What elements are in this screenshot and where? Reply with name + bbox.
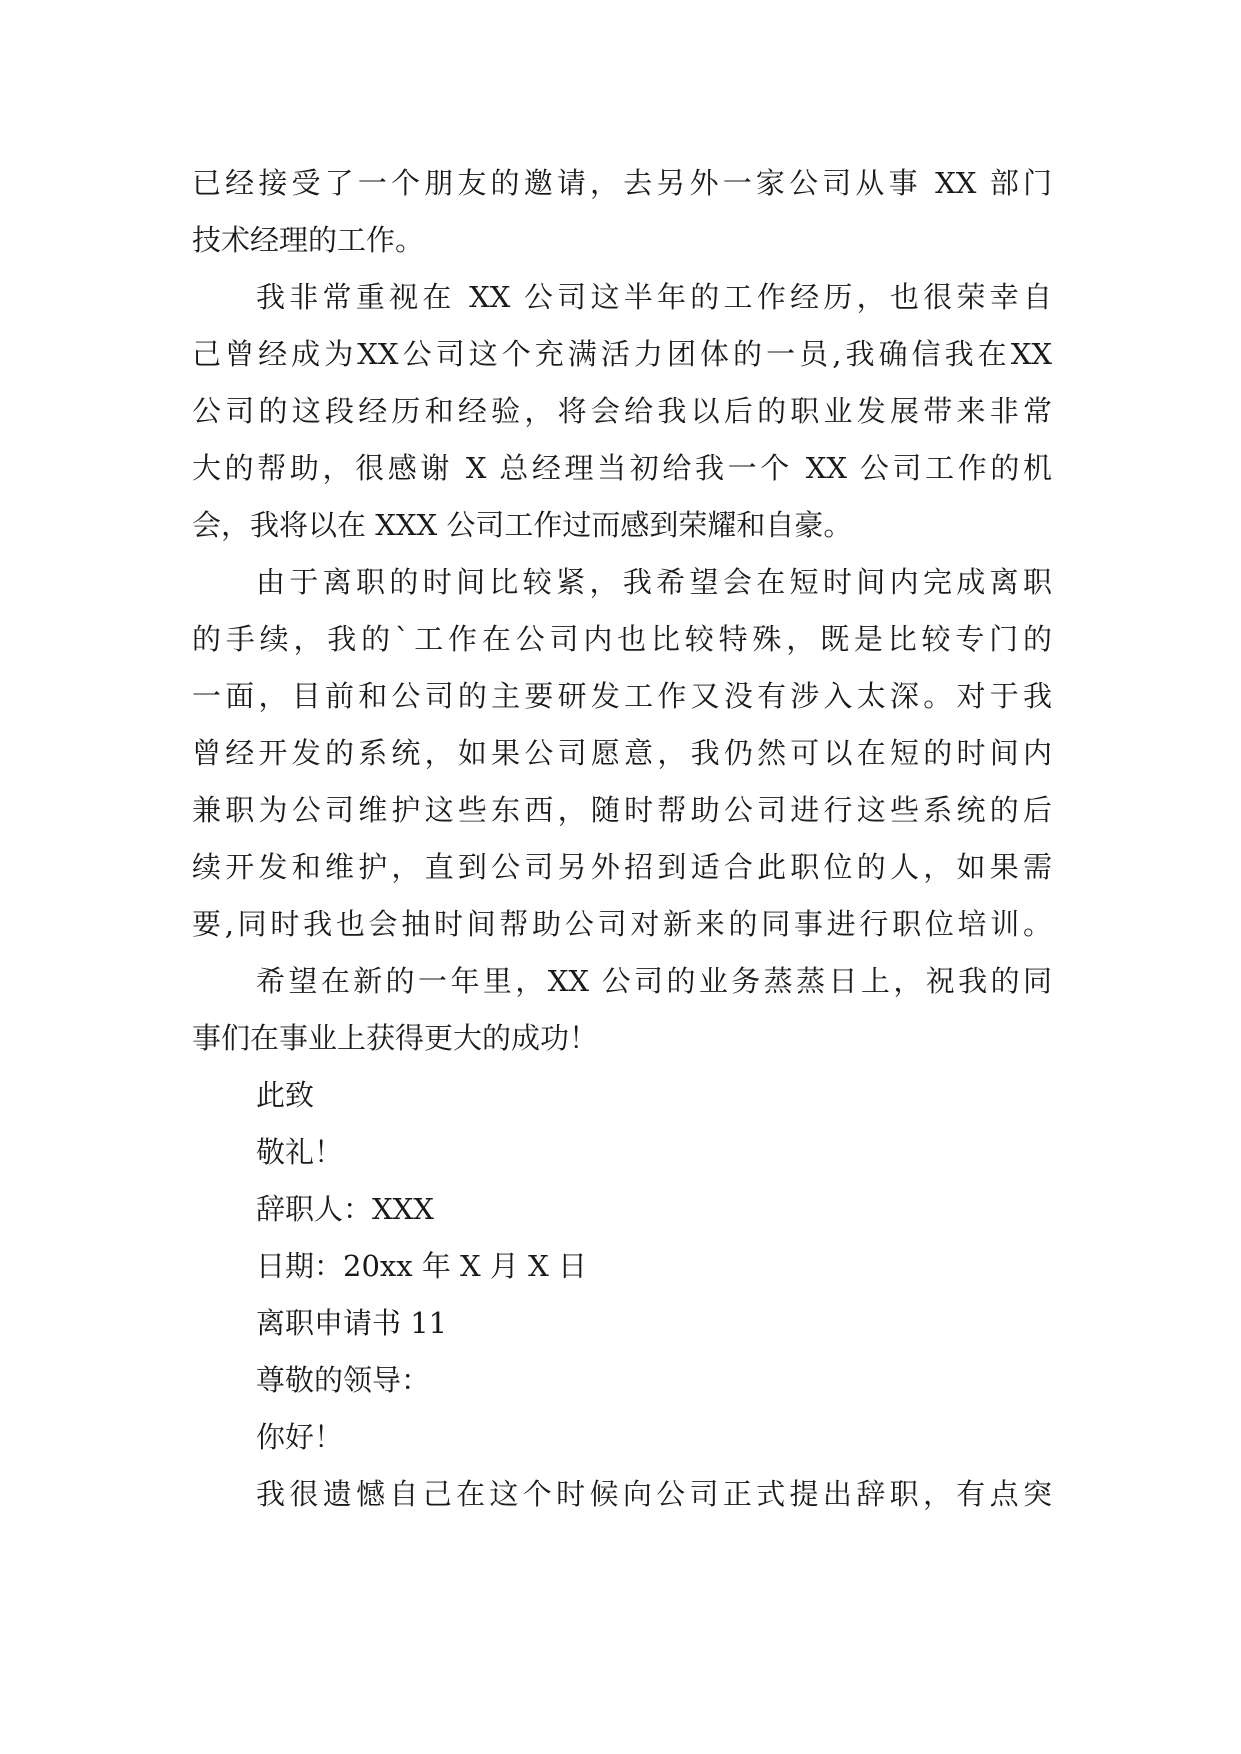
text-line: 要,同时我也会抽时间帮助公司对新来的同事进行职位培训。 xyxy=(192,907,1052,941)
signer-line: 辞职人：XXX xyxy=(256,1192,434,1226)
text-line: 希望在新的一年里，XX 公司的业务蒸蒸日上，祝我的同 xyxy=(256,964,1052,998)
text-line: 技术经理的工作。 xyxy=(192,223,425,257)
text-line: 由于离职的时间比较紧，我希望会在短时间内完成离职 xyxy=(256,565,1052,599)
text-line: 大的帮助，很感谢 X 总经理当初给我一个 XX 公司工作的机 xyxy=(192,451,1052,485)
greeting-recipient: 尊敬的领导： xyxy=(256,1363,431,1397)
text-line: 己曾经成为XX公司这个充满活力团体的一员,我确信我在XX xyxy=(192,337,1052,371)
text-line: 续开发和维护，直到公司另外招到适合此职位的人，如果需 xyxy=(192,850,1052,884)
greeting-hello: 你好！ xyxy=(256,1420,344,1454)
closing-regards: 敬礼！ xyxy=(256,1135,344,1169)
text-line: 事们在事业上获得更大的成功！ xyxy=(192,1021,599,1055)
text-line: 我很遗憾自己在这个时候向公司正式提出辞职，有点突 xyxy=(256,1477,1052,1511)
text-line: 一面，目前和公司的主要研发工作又没有涉入太深。对于我 xyxy=(192,679,1052,713)
text-line: 曾经开发的系统，如果公司愿意，我仍然可以在短的时间内 xyxy=(192,736,1052,770)
text-line: 兼职为公司维护这些东西，随时帮助公司进行这些系统的后 xyxy=(192,793,1052,827)
date-line: 日期：20xx 年 X 月 X 日 xyxy=(256,1249,587,1283)
text-line: 的手续，我的`工作在公司内也比较特殊，既是比较专门的 xyxy=(192,622,1052,656)
text-line: 已经接受了一个朋友的邀请，去另外一家公司从事 XX 部门 xyxy=(192,166,1052,200)
section-title: 离职申请书 11 xyxy=(256,1306,448,1340)
text-line: 公司的这段经历和经验，将会给我以后的职业发展带来非常 xyxy=(192,394,1052,428)
closing-salutation: 此致 xyxy=(256,1078,315,1112)
text-line: 会，我将以在 XXX 公司工作过而感到荣耀和自豪。 xyxy=(192,508,853,542)
text-line: 我非常重视在 XX 公司这半年的工作经历，也很荣幸自 xyxy=(256,280,1052,314)
